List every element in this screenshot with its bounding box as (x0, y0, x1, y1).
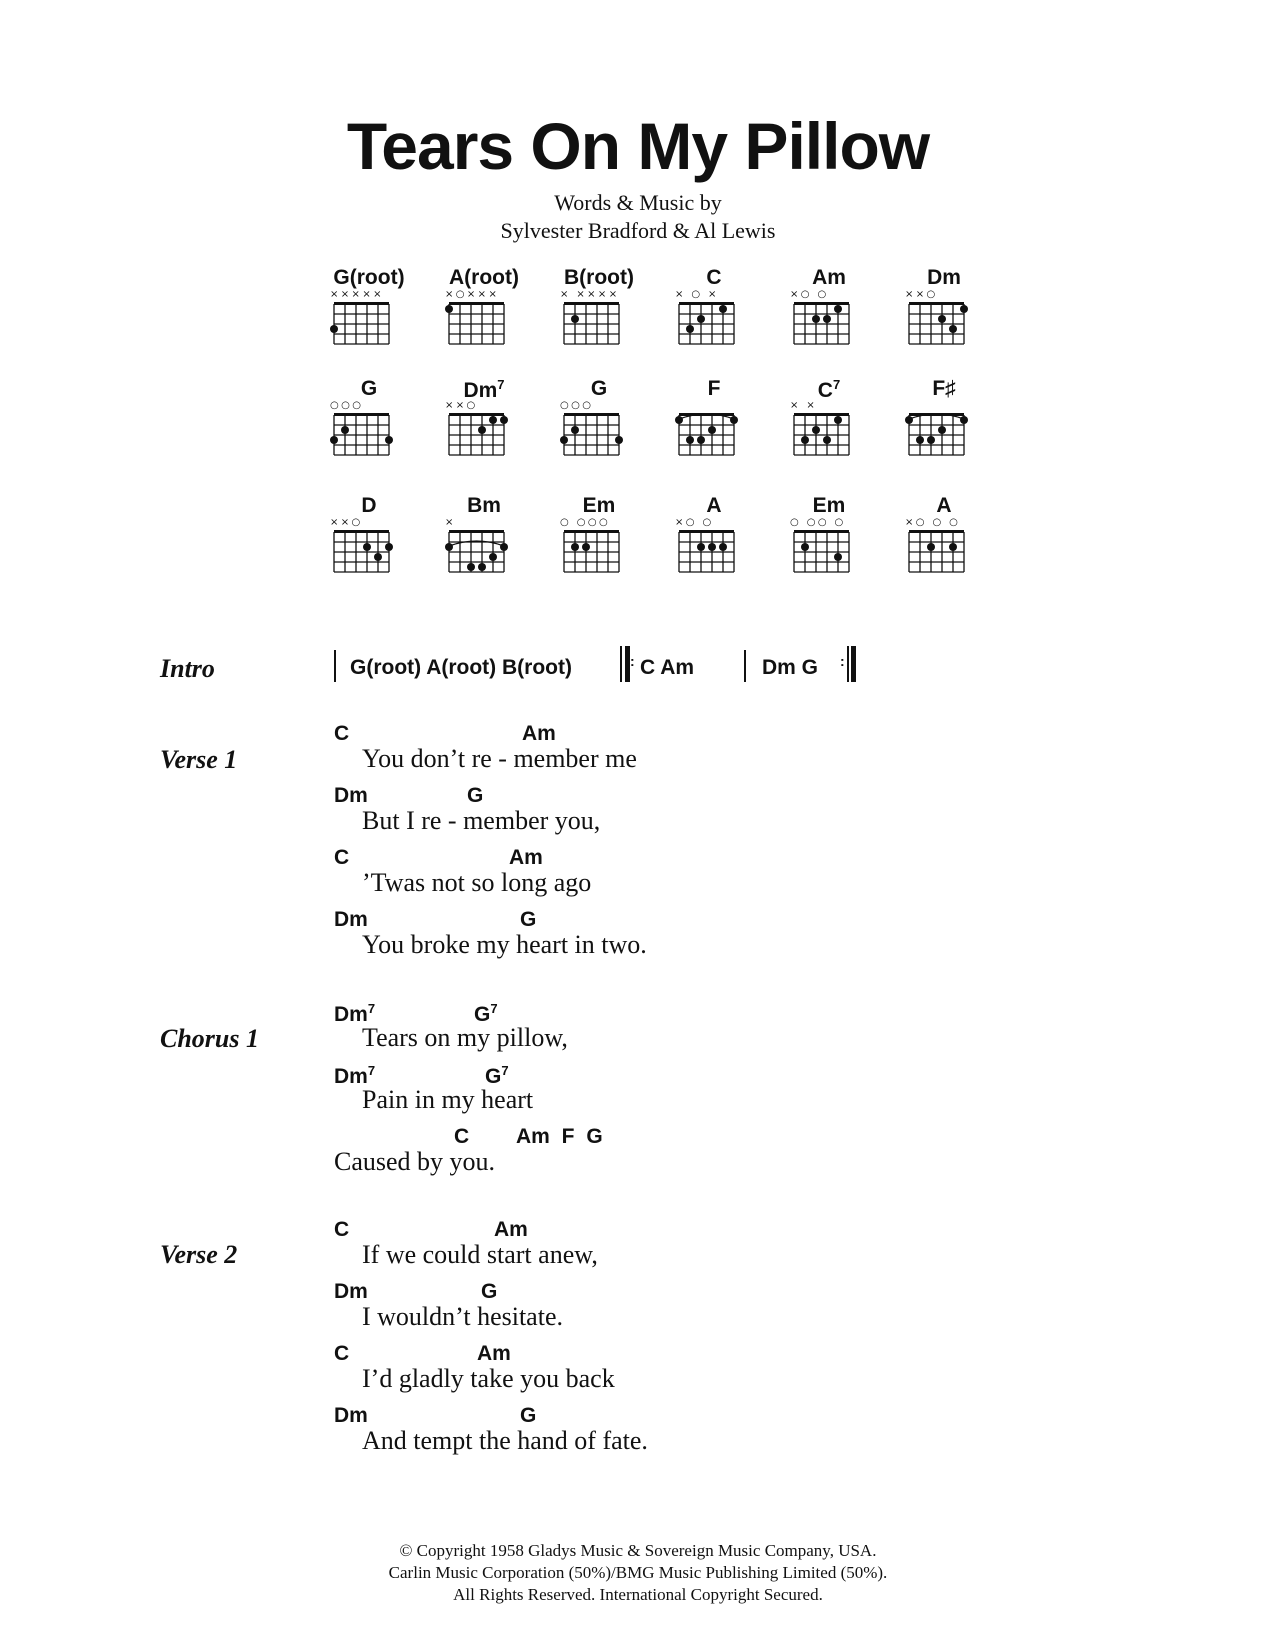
chord-diagram-name: G (360, 377, 378, 400)
chord: Am (494, 1218, 528, 1241)
chord-diagram-name: F (707, 377, 721, 400)
string-markers: × ○ × (675, 289, 719, 300)
lyric-line: But I re - member you, (362, 806, 601, 835)
chord: Dm (334, 908, 368, 931)
chord-diagram-name: Dm (927, 266, 961, 289)
chord-diagram-grid-10 (790, 411, 860, 471)
chord-diagram-name: $C^7$ (817, 377, 841, 402)
chord: Dm$^7$ (334, 1001, 376, 1026)
section-label-verse-2: Verse 2 (160, 1240, 238, 1269)
intro-chords-1: G(root) A(root) B(root) (350, 656, 572, 679)
chord-diagram-name: Bm (467, 494, 501, 517)
chord: Am (509, 846, 543, 869)
chord-diagram-name: Em (582, 494, 616, 517)
lyric-line: I’d gladly take you back (362, 1364, 615, 1393)
chord-diagram-grid-3 (675, 300, 745, 360)
chord: C (334, 1342, 350, 1365)
chord-diagram-grid-14 (560, 528, 630, 588)
lyric-line: Caused by you. (334, 1147, 496, 1176)
string-markers: ○ ○○ ○ (790, 517, 846, 528)
chord: Am (477, 1342, 511, 1365)
chord-diagram-name: C (706, 266, 722, 289)
credits-line-1: Words & Music by (554, 190, 722, 215)
string-markers: × ×××× (560, 289, 620, 300)
chord-diagram-grid-0 (330, 300, 400, 360)
chord-diagram-name: Dm$^7$ (463, 377, 505, 402)
lyric-line: You broke my heart in two. (362, 930, 647, 959)
repeat-end-thin (847, 646, 849, 682)
lyric-line: If we could start anew, (362, 1240, 598, 1269)
section-label-chorus-1: Chorus 1 (160, 1024, 259, 1053)
string-markers: ○○○ (330, 400, 364, 411)
chord-diagram-grid-17 (905, 528, 975, 588)
chord: Dm (334, 784, 368, 807)
chord: Dm (334, 1280, 368, 1303)
barline (744, 650, 746, 682)
chord-diagram-grid-16 (790, 528, 860, 588)
string-markers: × × (790, 400, 818, 411)
chord: $G^7$ (485, 1063, 509, 1088)
section-label-intro: Intro (160, 654, 215, 683)
chord-diagram-name: F♯ (932, 377, 956, 400)
barline (334, 650, 336, 682)
string-markers: ×○××× (445, 289, 500, 300)
section-label-verse-1: Verse 1 (160, 745, 238, 774)
repeat-dots: : (840, 653, 845, 669)
string-markers: ××○ (905, 289, 938, 300)
lyric-line: I wouldn’t hesitate. (362, 1302, 563, 1331)
chord-diagram-name: A (936, 494, 952, 517)
lyric-line: ’Twas not so long ago (362, 868, 592, 897)
string-markers: ×○ ○ (675, 517, 714, 528)
chord: C (334, 1218, 350, 1241)
chord: C (334, 846, 350, 869)
chord: G (481, 1280, 498, 1303)
chord-diagram-grid-7 (445, 411, 515, 471)
song-title: Tears On My Pillow (346, 109, 930, 183)
chord-diagram-grid-13 (445, 528, 515, 588)
chord-diagram-grid-8 (560, 411, 630, 471)
chord: Dm (334, 1404, 368, 1427)
chord-diagram-name: A(root) (449, 266, 519, 289)
chord-diagram-grid-15 (675, 528, 745, 588)
string-markers: ××××× (330, 289, 384, 300)
chord-diagram-name: D (361, 494, 377, 517)
string-markers: × (445, 517, 456, 528)
string-markers: ○○○ (560, 400, 594, 411)
copyright-line-1: © Copyright 1958 Gladys Music & Sovereign Music Company, USA. (399, 1541, 877, 1560)
chord-diagram-name: G (590, 377, 608, 400)
chord: Am F G (516, 1125, 603, 1148)
chord-diagram-name: A (706, 494, 722, 517)
chord-diagram-grid-2 (560, 300, 630, 360)
repeat-dots: : (630, 653, 635, 669)
chord: Dm$^7$ (334, 1063, 376, 1088)
chord-diagram-grid-4 (790, 300, 860, 360)
string-markers: ××○ (330, 517, 363, 528)
string-markers: ×○ ○ ○ (905, 517, 961, 528)
chord-diagram-grid-12 (330, 528, 400, 588)
string-markers: ○ ○○○ (560, 517, 611, 528)
lyric-line: Tears on my pillow, (362, 1023, 568, 1052)
lyric-line: Pain in my heart (362, 1085, 534, 1114)
string-markers: ××○ (445, 400, 478, 411)
chord: Am (522, 722, 556, 745)
chord: $G^7$ (474, 1001, 498, 1026)
repeat-start-thin (620, 646, 622, 682)
chord-diagram-name: B(root) (564, 266, 634, 289)
chord-diagram-grid-11 (905, 411, 975, 471)
chord-diagram-name: Em (812, 494, 846, 517)
lyric-line: And tempt the hand of fate. (362, 1426, 648, 1455)
chord: C (454, 1125, 470, 1148)
intro-chords-3: Dm G (762, 656, 819, 679)
credits-composers: Sylvester Bradford & Al Lewis (500, 218, 776, 243)
chord-diagram-grid-1 (445, 300, 515, 360)
chord-diagram-grid-9 (675, 411, 745, 471)
chord-diagram-name: Am (812, 266, 846, 289)
chord-diagram-name: G(root) (333, 266, 405, 289)
lyric-line: You don’t re - member me (362, 744, 637, 773)
copyright-line-2: Carlin Music Corporation (50%)/BMG Music Publishing Limited (50%). (388, 1563, 888, 1582)
string-markers: ×○ ○ (790, 289, 829, 300)
chord: G (467, 784, 484, 807)
repeat-end-thick (851, 646, 856, 682)
copyright-line-3: All Rights Reserved. International Copyright Secured. (453, 1585, 823, 1604)
chord: G (520, 1404, 537, 1427)
chord-diagram-grid-5 (905, 300, 975, 360)
intro-chords-2: C Am (640, 656, 695, 679)
chord: C (334, 722, 350, 745)
chord: G (520, 908, 537, 931)
chord-diagram-grid-6 (330, 411, 400, 471)
